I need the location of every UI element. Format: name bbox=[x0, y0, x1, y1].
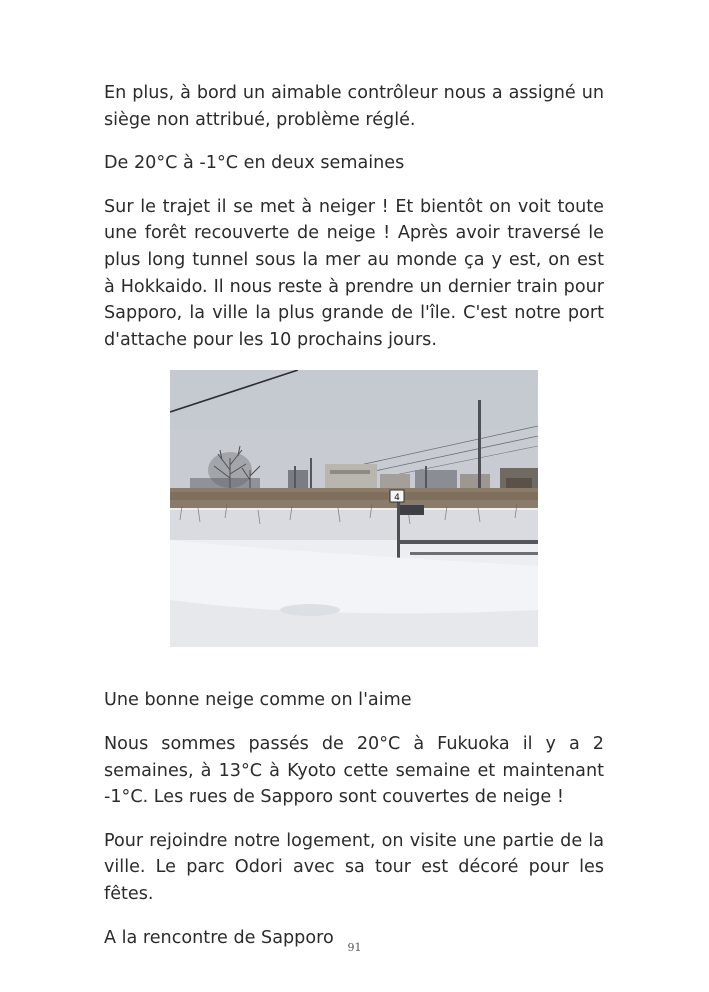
caption-snow: Une bonne neige comme on l'aime bbox=[104, 690, 412, 711]
paragraph-onboard: En plus, à bord un aimable contrôleur nous a assigné un siège non attribué, problème réglé. bbox=[104, 83, 604, 130]
caption-temperature: De 20°C à -1°C en deux semaines bbox=[104, 153, 405, 174]
snow-railway-photo bbox=[170, 370, 538, 647]
paragraph-temperatures: Nous sommes passés de 20°C à Fukuoka il y a 2 semaines, à 13°C à Kyoto cette semaine et maintenant -1°C. Les rues de Sapporo sont couvertes de neige ! bbox=[104, 733, 604, 808]
caption-sapporo: A la rencontre de Sapporo bbox=[104, 927, 334, 948]
page-number: 91 bbox=[347, 941, 362, 954]
sign-label: 4 bbox=[394, 493, 400, 504]
paragraph-journey: Sur le trajet il se met à neiger ! Et bientôt on voit toute une forêt recouverte de neige ! Après avoir traversé le plus long tunnel sous la mer au monde ça y est, on est à Hokkaido. Il nous reste à prendre un dernier train pour Sapporo, la ville la plus grande de l'île. C'est notre port d'attache pour les 10 prochains jours. bbox=[104, 196, 604, 350]
paragraph-odori: Pour rejoindre notre logement, on visite une partie de la ville. Le parc Odori avec sa tour est décoré pour les fêtes. bbox=[104, 830, 604, 904]
page-content bbox=[104, 80, 604, 968]
